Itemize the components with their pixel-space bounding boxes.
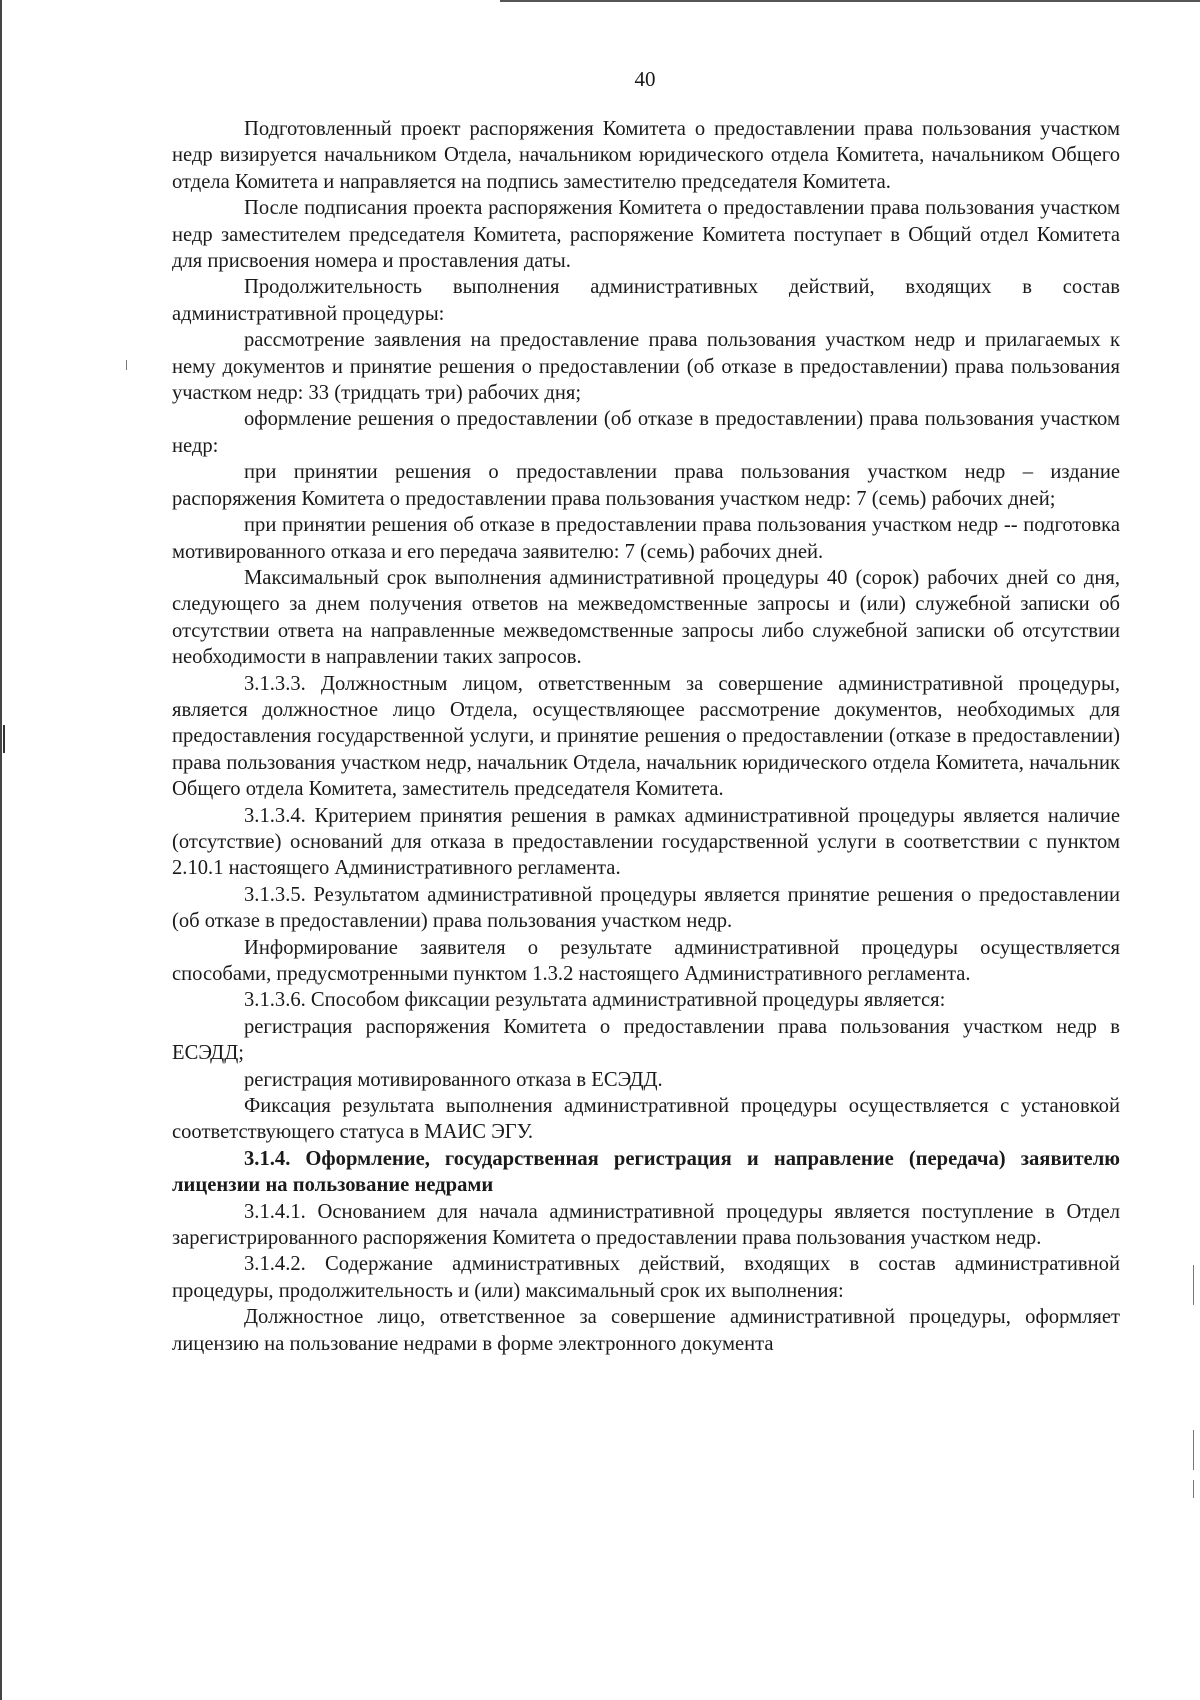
- paragraph: 3.1.3.6. Способом фиксации результата административной процедуры является:: [244, 989, 946, 1012]
- paragraph: регистрация мотивированного отказа в ЕСЭДД.: [244, 1068, 663, 1091]
- paragraph: 3.1.3.4. Критерием принятия решения в рамках административной процедуры является наличие (отсутствие) оснований для отказа в предоставлении государственной услуги в соответствии с пунктом 2.10.1 настоящего Административного регламента.: [172, 804, 1120, 880]
- paragraph: при принятии решения об отказе в предоставлении права пользования участком недр -- подготовка мотивированного отказа и его передача заявителю: 7 (семь) рабочих дней.: [172, 514, 1120, 563]
- scan-mark: [3, 725, 5, 753]
- paragraph: 3.1.4.2. Содержание административных действий, входящих в состав административной процедуры, продолжительность и (или) максимальный срок их выполнения:: [172, 1253, 1120, 1302]
- scan-border-top: [500, 0, 1200, 2]
- scan-border-left: [0, 0, 2, 1700]
- paragraph: Подготовленный проект распоряжения Комитета о предоставлении права пользования участком недр визируется начальником Отдела, начальником юридического отдела Комитета, начальником Общего отдела Комитета и направляется на подпись заместителю председателя Комитета.: [172, 118, 1120, 193]
- scan-mark: [1193, 1430, 1194, 1470]
- scan-mark: [1193, 1480, 1194, 1498]
- paragraph: при принятии решения о предоставлении права пользования участком недр – издание распоряжения Комитета о предоставлении права пользования участком недр: 7 (семь) рабочих дней;: [172, 461, 1120, 510]
- paragraph: Информирование заявителя о результате административной процедуры осуществляется способами, предусмотренными пунктом 1.3.2 настоящего Административного регламента.: [172, 936, 1120, 985]
- section-heading: 3.1.4. Оформление, государственная регистрация и направление (передача) заявителю лицензии на пользование недрами: [172, 1147, 1120, 1197]
- paragraph: После подписания проекта распоряжения Комитета о предоставлении права пользования участком недр заместителем председателя Комитета, распоряжение Комитета поступает в Общий отдел Комитета для присвоения номера и проставления даты.: [172, 197, 1120, 273]
- paragraph: Продолжительность выполнения административных действий, входящих в состав административной процедуры:: [172, 276, 1120, 325]
- scan-mark: [1193, 1265, 1194, 1305]
- paragraph: регистрация распоряжения Комитета о предоставлении права пользования участком недр в ЕСЭДД;: [172, 1015, 1120, 1065]
- scan-mark: [126, 360, 127, 370]
- paragraph: оформление решения о предоставлении (об отказе в предоставлении) права пользования участком недр:: [172, 408, 1120, 457]
- paragraph: рассмотрение заявления на предоставление права пользования участком недр и прилагаемых к нему документов и принятие решения о предоставлении (об отказе в предоставлении) права пользования участком недр: 33 (тридцать три) рабочих дня;: [172, 329, 1120, 405]
- paragraph: Должностное лицо, ответственное за совершение административной процедуры, оформляет лицензию на пользование недрами в форме электронного документа: [172, 1306, 1120, 1355]
- paragraph: 3.1.4.1. Основанием для начала административной процедуры является поступление в Отдел зарегистрированного распоряжения Комитета о предоставлении права пользования участком недр.: [172, 1200, 1120, 1250]
- paragraph: Фиксация результата выполнения административной процедуры осуществляется с установкой соответствующего статуса в МАИС ЭГУ.: [172, 1095, 1120, 1144]
- page-number: 40: [634, 67, 656, 91]
- paragraph: 3.1.3.5. Результатом административной процедуры является принятие решения о предоставлении (об отказе в предоставлении) права пользования участком недр.: [172, 883, 1120, 933]
- paragraph: Максимальный срок выполнения административной процедуры 40 (сорок) рабочих дней со дня, следующего за днем получения ответов на межведомственные запросы и (или) служебной записки об отсутствии ответа на направленные межведомственные запросы либо служебной записки об отсутствии необходимости в направлении таких запросов.: [172, 566, 1120, 669]
- paragraph: 3.1.3.3. Должностным лицом, ответственным за совершение административной процедуры, является должностное лицо Отдела, осуществляющее рассмотрение документов, необходимых для предоставления государственной услуги, и принятие решения о предоставлении (отказе в предоставлении) права пользования участком недр, начальник Отдела, начальник юридического отдела Комитета, начальник Общего отдела Комитета, заместитель председателя Комитета.: [172, 672, 1120, 801]
- document-body: [172, 116, 1120, 1357]
